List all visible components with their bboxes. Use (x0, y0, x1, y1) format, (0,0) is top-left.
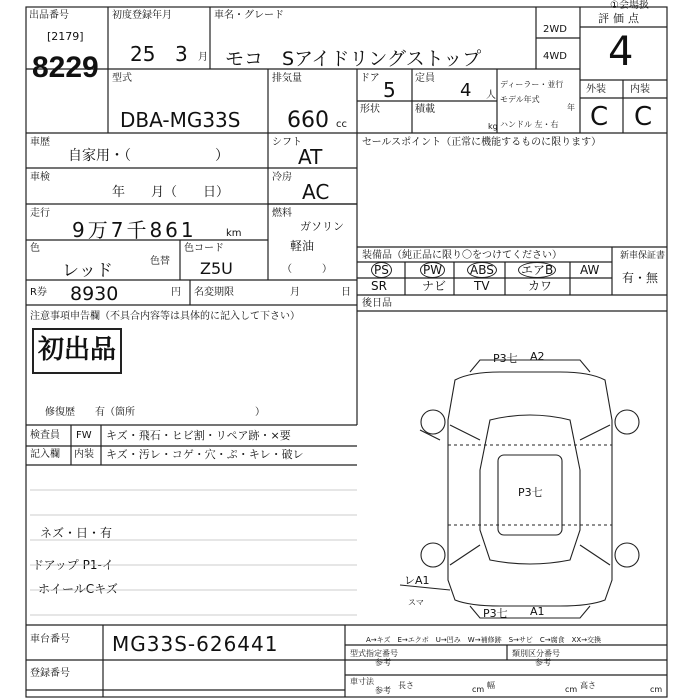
warranty-value: 有・無 (622, 271, 659, 285)
aircon-label: 冷房 (272, 172, 292, 183)
type-label: 型式 (112, 73, 132, 84)
inspection-value: 年 月（ 日） (112, 185, 230, 200)
diag-mark-bottom2: A1 (530, 605, 545, 618)
first-reg-year: 25 (130, 42, 156, 66)
post-doc-label: 後日品 (362, 298, 392, 309)
notes-label: 注意事項申告欄（不具合内容等は具体的に記入して下さい） (30, 311, 300, 322)
mileage-label: 走行 (30, 208, 50, 219)
type-value: DBA-MG33S (120, 108, 241, 132)
dims-width: 幅 (487, 681, 495, 690)
model-grade-value: モコ Sアイドリングストップ (225, 48, 482, 70)
category-label: 類別区分番号 (512, 649, 560, 658)
capacity-unit: 人 (486, 90, 496, 101)
fuel-gas: ガソリン (300, 220, 344, 233)
recycle-label: R券 (30, 287, 47, 298)
dims-height: 高さ (580, 681, 596, 690)
equip-tv: TV (474, 279, 490, 293)
fuel-diesel: 軽油 (290, 239, 315, 253)
recycle-value: 8930 (70, 283, 119, 305)
equip-ps: PS (371, 262, 392, 278)
equip-leather: カワ (528, 279, 553, 293)
mileage-unit: km (226, 228, 242, 239)
score-label: 評価点 (598, 12, 643, 25)
drive-4wd: 4WD (543, 51, 567, 62)
interior-note-label: 内装 (74, 449, 94, 460)
first-reg-label: 初度登録年月 (112, 10, 172, 21)
equip-airbag: エアB (518, 262, 556, 278)
dims-cm3: cm (650, 685, 663, 694)
interior-text: キズ・汚レ・コゲ・穴・ぷ・キレ・破レ (106, 448, 304, 461)
color-code-label: 色コード (184, 243, 224, 254)
dims-length: 長さ (398, 681, 414, 690)
damage-legend: A→キズ E→エクボ U→凹み W→補修跡 S→サビ C→腐食 XX→交換 (366, 636, 602, 644)
diag-mark-top1: P3七 (493, 352, 518, 365)
score-value: 4 (608, 29, 634, 75)
diag-mark-bottom1: P3七 (483, 607, 508, 620)
doors-label: ドア (360, 73, 380, 84)
displacement-label: 排気量 (272, 73, 302, 84)
sales-point-label: セールスポイント（正常に機能するものに限ります） (362, 137, 602, 148)
diag-mark-small: スマ (408, 598, 424, 607)
category-ref: 参考 (535, 658, 551, 667)
interior-grade: C (634, 102, 653, 132)
inspector-entry-label: 記入欄 (30, 449, 60, 460)
dims-cm1: cm (472, 685, 485, 694)
diag-mark-center: P3七 (518, 486, 543, 499)
capacity-value: 4 (460, 80, 472, 101)
handwritten-note-3: ホイールCキズ (38, 582, 118, 596)
type-no-label: 型式指定番号 (350, 649, 398, 658)
registration-label: 登録番号 (30, 668, 70, 679)
chassis-value: MG33S-626441 (112, 632, 279, 656)
shape-label: 形状 (360, 104, 380, 115)
diag-mark-top2: A2 (530, 350, 545, 363)
doors-value: 5 (383, 78, 396, 102)
due-day: 日 (341, 287, 351, 298)
fw-text: キズ・飛石・ヒビ割・リペア跡・×要 (106, 429, 291, 442)
fw-label: FW (76, 430, 92, 441)
recycle-unit: 円 (171, 287, 181, 298)
load-unit: kg (488, 122, 498, 131)
handwritten-note-2: ドアップ P1-イ (32, 558, 114, 572)
diag-mark-left: レA1 (404, 574, 430, 587)
aircon-value: AC (302, 180, 330, 204)
equipment-label: 装備品（純正品に限り〇をつけてください） (362, 250, 562, 261)
dims-label: 車寸法 (350, 677, 374, 686)
fuel-label: 燃料 (272, 208, 292, 219)
venue-note: ①会場扱 (610, 0, 649, 11)
drive-2wd: 2WD (543, 24, 567, 35)
due-month: 月 (290, 287, 300, 298)
first-reg-month: 3 (175, 42, 188, 66)
warranty-label: 新車保証書 (620, 251, 666, 261)
first-listing-stamp: 初出品 (32, 328, 122, 374)
color-code: Z5U (200, 259, 233, 278)
fuel-paren: （ ） (282, 264, 332, 275)
exterior-label: 外装 (586, 84, 606, 95)
inspector-label: 検査員 (30, 430, 60, 441)
dealer-year-unit: 年 (567, 103, 575, 112)
equip-pw: PW (420, 262, 445, 278)
shift-value: AT (298, 145, 323, 169)
equip-navi: ナビ (422, 279, 447, 293)
color-change-label: 色替 (150, 256, 170, 267)
equip-abs: ABS (467, 262, 497, 278)
first-reg-unit: 月 (198, 52, 208, 63)
lot-label: 出品番号 (29, 10, 69, 21)
handle-label: ハンドル 左・右 (500, 120, 559, 129)
color-value: レッド (62, 261, 113, 281)
model-grade-label: 車名・グレード (214, 10, 284, 21)
lot-code: [2179] (47, 30, 84, 43)
shift-label: シフト (272, 137, 302, 148)
handwritten-note-1: ネズ・日・有 (40, 526, 113, 540)
color-label: 色 (30, 243, 40, 254)
displacement-value: 660 (287, 108, 329, 133)
load-label: 積載 (415, 104, 435, 115)
chassis-label: 車台番号 (30, 634, 70, 645)
dims-cm2: cm (565, 685, 578, 694)
history-label: 車歴 (30, 137, 50, 148)
due-label: 名変期限 (194, 287, 234, 298)
interior-label: 内装 (630, 84, 650, 95)
repair-history: 修復歴 有（箇所 ） (45, 407, 265, 418)
dealer-label: ディーラー・並行 (500, 80, 564, 89)
type-no-ref: 参考 (375, 658, 391, 667)
capacity-label: 定員 (415, 73, 435, 84)
displacement-unit: cc (336, 119, 347, 130)
history-value: 自家用・（ ） (68, 148, 229, 164)
inspection-label: 車検 (30, 172, 50, 183)
dims-ref: 参考 (375, 686, 391, 695)
exterior-grade: C (590, 102, 609, 132)
dealer-model-year: モデル年式 (500, 95, 540, 104)
equip-aw: AW (580, 263, 600, 277)
mileage-value: 9万7千861 (72, 218, 197, 242)
lot-number: 8229 (32, 51, 99, 84)
equip-sr: SR (371, 279, 387, 293)
